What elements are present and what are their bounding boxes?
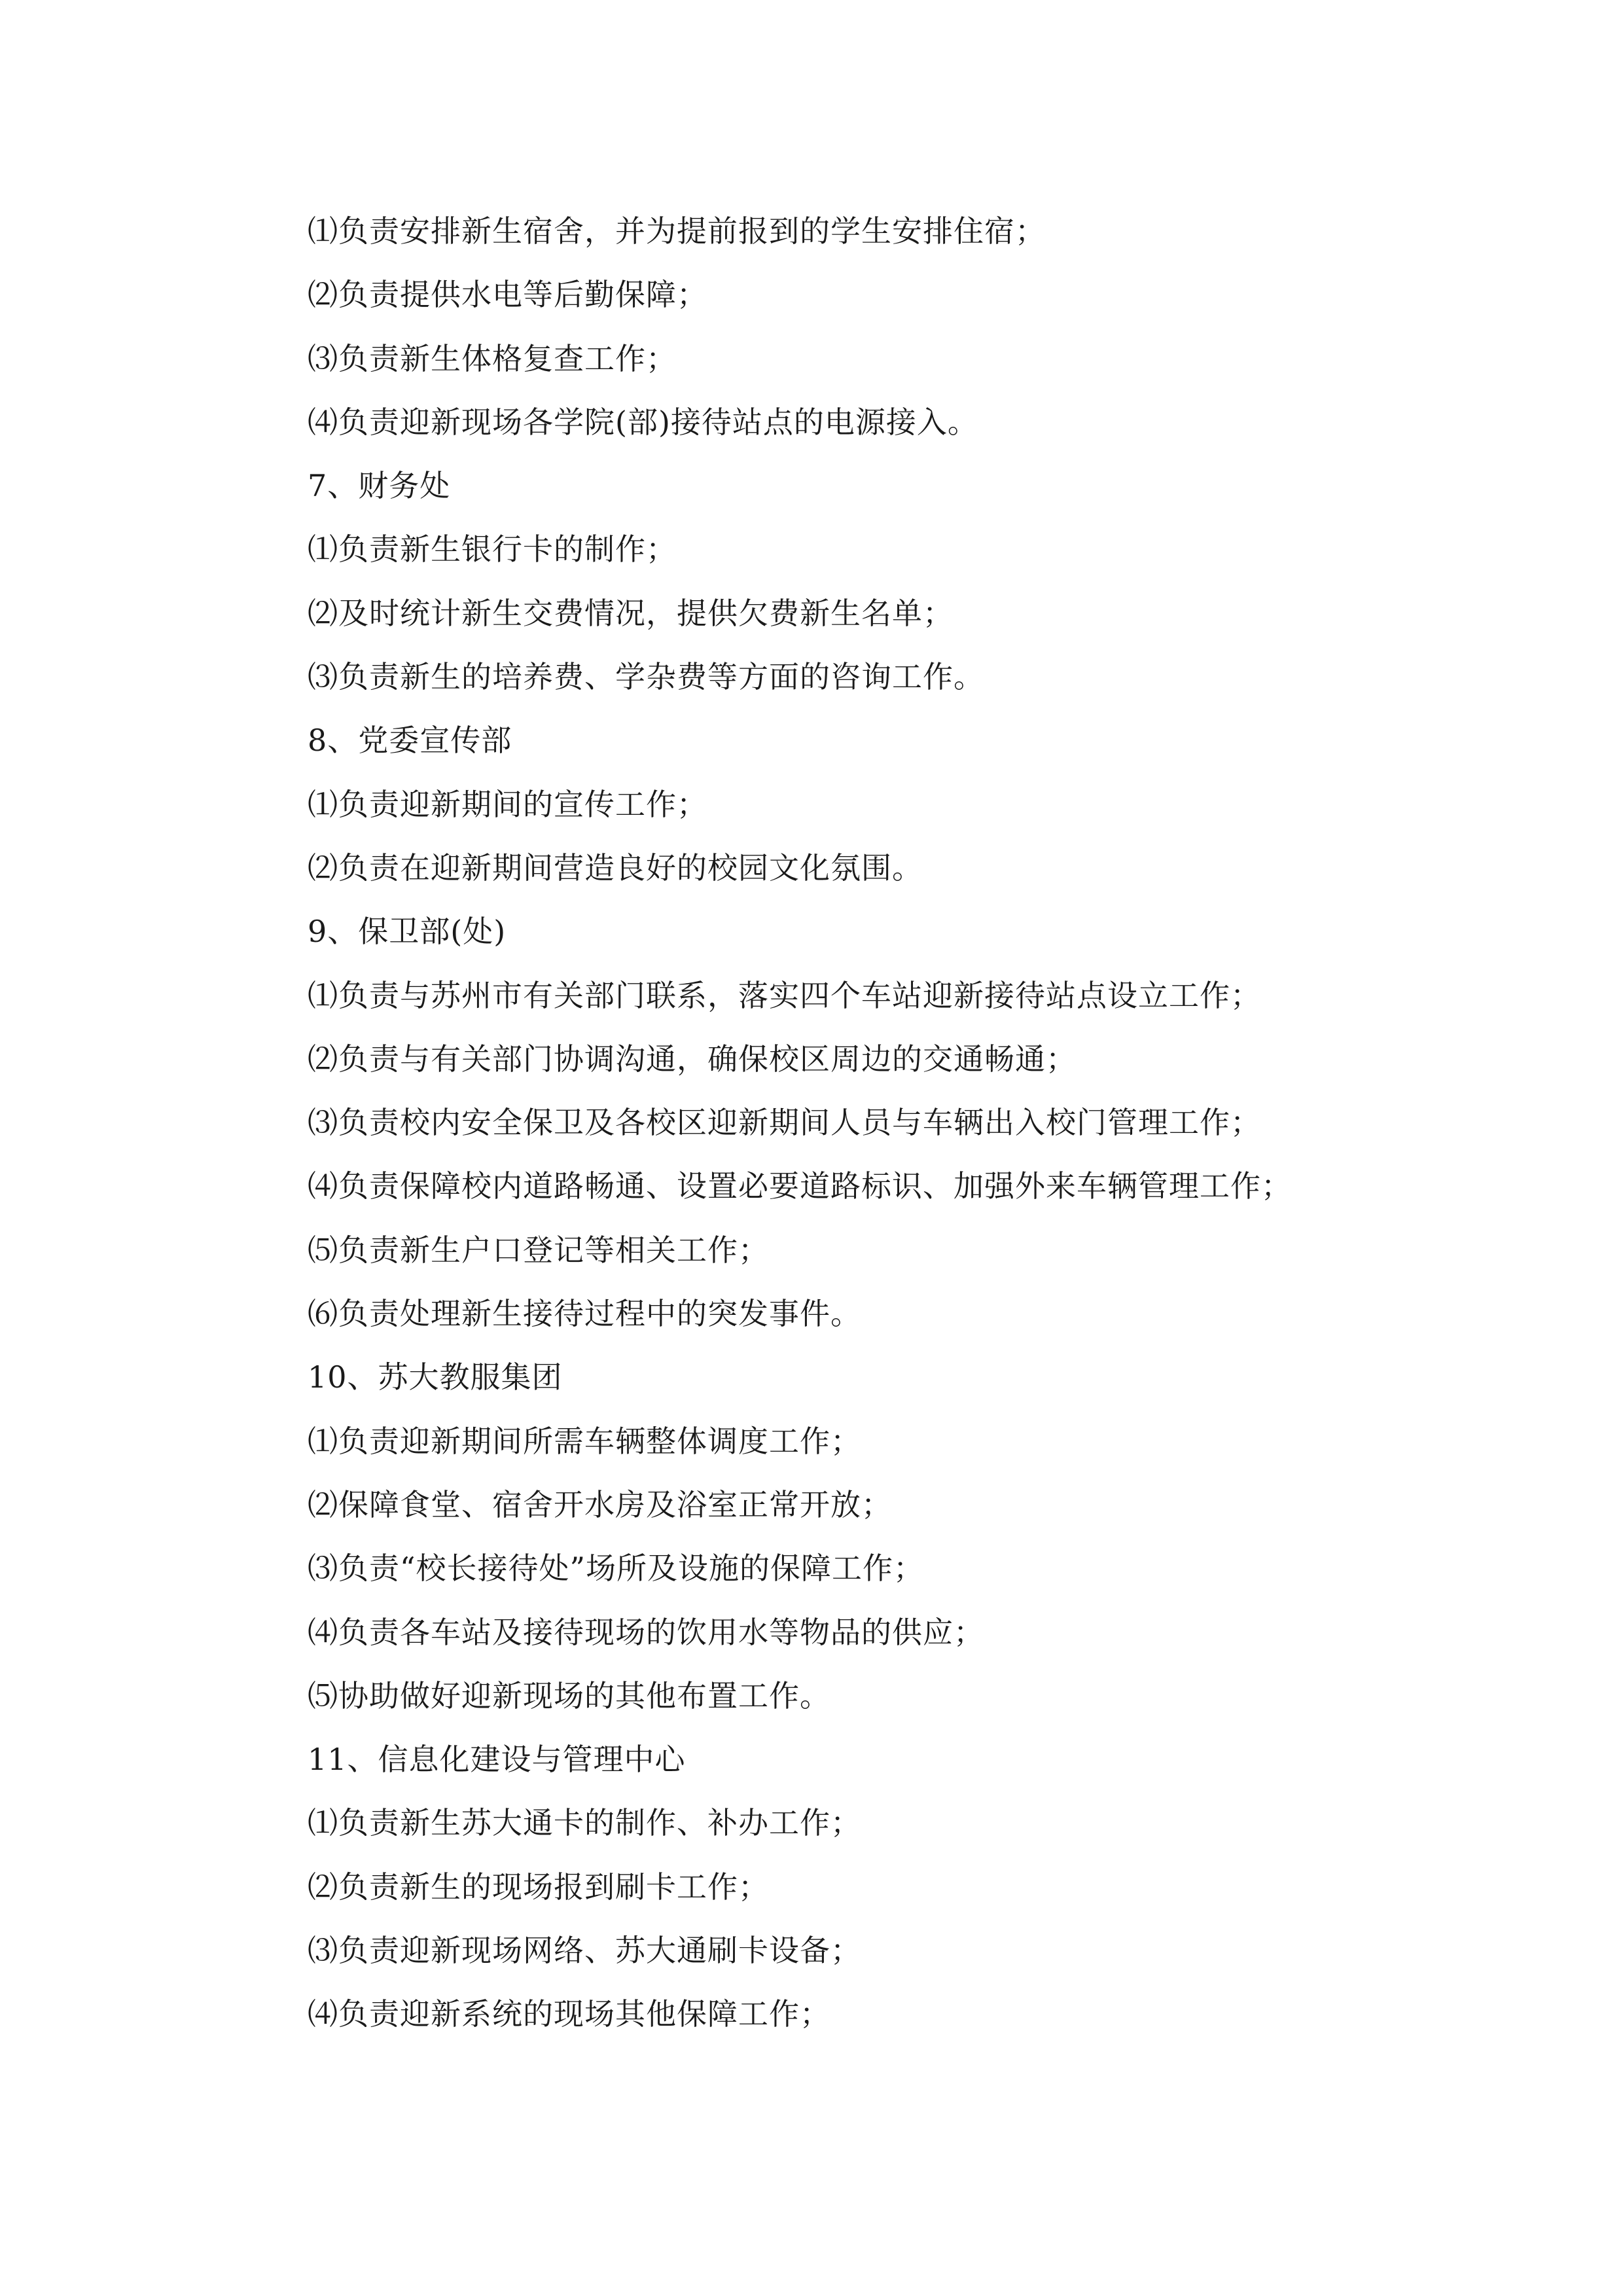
list-item: ⑴负责迎新期间的宣传工作； [308, 786, 707, 822]
list-item: ⑵保障食堂、宿舍开水房及浴室正常开放； [308, 1486, 892, 1522]
section-heading: 10、苏大教服集团 [308, 1359, 563, 1395]
list-item: ⑴负责安排新生宿舍，并为提前报到的学生安排住宿； [308, 213, 1046, 249]
list-item: ⑶负责迎新现场网络、苏大通刷卡设备； [308, 1933, 861, 1969]
list-item: ⑵负责与有关部门协调沟通，确保校区周边的交通畅通； [308, 1041, 1077, 1077]
section-heading: 11、信息化建设与管理中心 [308, 1742, 686, 1778]
list-item: ⑷负责保障校内道路畅通、设置必要道路标识、加强外来车辆管理工作； [308, 1168, 1292, 1204]
list-item: ⑶负责“校长接待处”场所及设施的保障工作； [308, 1551, 925, 1587]
list-item: ⑴负责迎新期间所需车辆整体调度工作； [308, 1423, 861, 1459]
list-item: ⑸负责新生户口登记等相关工作； [308, 1232, 769, 1268]
list-item: ⑴负责与苏州市有关部门联系，落实四个车站迎新接待站点设立工作； [308, 977, 1261, 1013]
list-item: ⑴负责新生苏大通卡的制作、补办工作； [308, 1805, 861, 1841]
list-item: ⑶负责新生体格复查工作； [308, 340, 677, 376]
document-body [308, 200, 1486, 2047]
section-heading: 7、财务处 [308, 468, 451, 504]
list-item: ⑵负责新生的现场报到刷卡工作； [308, 1869, 769, 1905]
section-heading: 9、保卫部(处) [308, 914, 507, 950]
list-item: ⑴负责新生银行卡的制作； [308, 531, 677, 567]
list-item: ⑹负责处理新生接待过程中的突发事件。 [308, 1296, 861, 1332]
list-item: ⑵及时统计新生交费情况，提供欠费新生名单； [308, 595, 954, 631]
section-heading: 8、党委宣传部 [308, 723, 512, 759]
list-item: ⑶负责校内安全保卫及各校区迎新期间人员与车辆出入校门管理工作； [308, 1105, 1261, 1141]
list-item: ⑸协助做好迎新现场的其他布置工作。 [308, 1677, 830, 1713]
list-item: ⑷负责迎新现场各学院(部)接待站点的电源接入。 [308, 404, 978, 440]
list-item: ⑵负责提供水电等后勤保障； [308, 277, 707, 313]
list-item: ⑶负责新生的培养费、学杂费等方面的咨询工作。 [308, 659, 984, 695]
list-item: ⑷负责各车站及接待现场的饮用水等物品的供应； [308, 1614, 984, 1650]
list-item: ⑷负责迎新系统的现场其他保障工作； [308, 1996, 830, 2032]
list-item: ⑵负责在迎新期间营造良好的校园文化氛围。 [308, 850, 923, 886]
